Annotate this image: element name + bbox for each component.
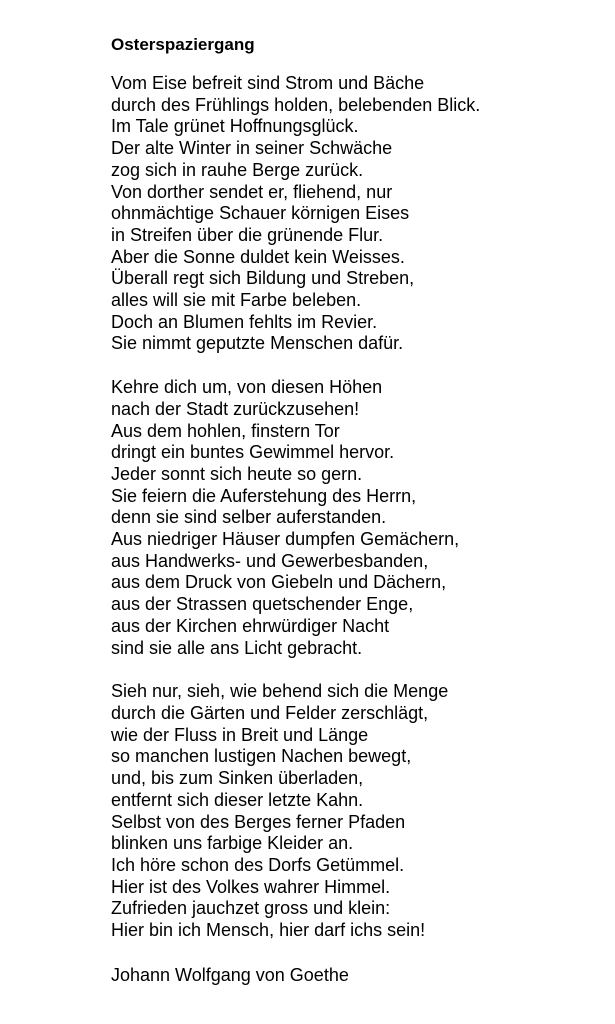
poem-line: Aus niedriger Häuser dumpfen Gemächern, xyxy=(111,529,460,550)
poem-line: dringt ein buntes Gewimmel hervor. xyxy=(111,442,395,463)
poem-line: Zufrieden jauchzet gross und klein: xyxy=(111,898,391,919)
poem-line: sind sie alle ans Licht gebracht. xyxy=(111,637,363,658)
poem-author: Johann Wolfgang von Goethe xyxy=(111,964,349,985)
poem-line: Sieh nur, sieh, wie behend sich die Menge xyxy=(111,681,449,702)
poem-line: Hier bin ich Mensch, hier darf ichs sein! xyxy=(111,920,426,941)
poem-line: nach der Stadt zurückzusehen! xyxy=(111,398,360,419)
poem-line: blinken uns farbige Kleider an. xyxy=(111,833,354,854)
poem-line: Doch an Blumen fehlts im Revier. xyxy=(111,311,378,332)
poem-line: Selbst von des Berges ferner Pfaden xyxy=(111,811,406,832)
poem-line: Im Tale grünet Hoffnungsglück. xyxy=(111,116,359,137)
poem-line: und, bis zum Sinken überladen, xyxy=(111,768,364,789)
poem-line: so manchen lustigen Nachen bewegt, xyxy=(111,746,412,767)
poem-line: alles will sie mit Farbe beleben. xyxy=(111,290,362,311)
poem-line: Sie nimmt geputzte Menschen dafür. xyxy=(111,333,404,354)
poem-line: Von dorther sendet er, fliehend, nur xyxy=(111,181,393,202)
poem-line: durch die Gärten und Felder zerschlägt, xyxy=(111,702,429,723)
poem-document xyxy=(111,34,601,986)
poem-title: Osterspaziergang xyxy=(111,35,255,54)
stanza-2 xyxy=(111,377,601,659)
poem-line: aus der Strassen quetschender Enge, xyxy=(111,594,414,615)
poem-line: Vom Eise befreit sind Strom und Bäche xyxy=(111,73,425,93)
poem-line: Aber die Sonne duldet kein Weisses. xyxy=(111,246,405,267)
poem-line: aus der Kirchen ehrwürdiger Nacht xyxy=(111,615,390,636)
poem-line: Hier ist des Volkes wahrer Himmel. xyxy=(111,876,391,897)
poem-line: entfernt sich dieser letzte Kahn. xyxy=(111,789,364,810)
stanza-3 xyxy=(111,681,601,941)
poem-line: zog sich in rauhe Berge zurück. xyxy=(111,159,364,180)
poem-line: wie der Fluss in Breit und Länge xyxy=(111,724,369,745)
poem-line: Ich höre schon des Dorfs Getümmel. xyxy=(111,854,405,875)
poem-line: aus dem Druck von Giebeln und Dächern, xyxy=(111,572,447,593)
poem-line: denn sie sind selber auferstanden. xyxy=(111,507,387,528)
poem-line: in Streifen über die grünende Flur. xyxy=(111,224,384,245)
poem-line: Überall regt sich Bildung und Streben, xyxy=(111,268,415,289)
poem-line: ohnmächtige Schauer körnigen Eises xyxy=(111,203,410,224)
poem-line: Kehre dich um, von diesen Höhen xyxy=(111,377,383,398)
poem-line: Jeder sonnt sich heute so gern. xyxy=(111,463,363,484)
poem-line: Sie feiern die Auferstehung des Herrn, xyxy=(111,485,417,506)
poem-line: Der alte Winter in seiner Schwäche xyxy=(111,138,393,159)
stanza-1 xyxy=(111,73,601,355)
poem-line: durch des Frühlings holden, belebenden Blick. xyxy=(111,94,481,115)
poem-line: aus Handwerks- und Gewerbesbanden, xyxy=(111,550,429,571)
poem-line: Aus dem hohlen, finstern Tor xyxy=(111,420,340,441)
